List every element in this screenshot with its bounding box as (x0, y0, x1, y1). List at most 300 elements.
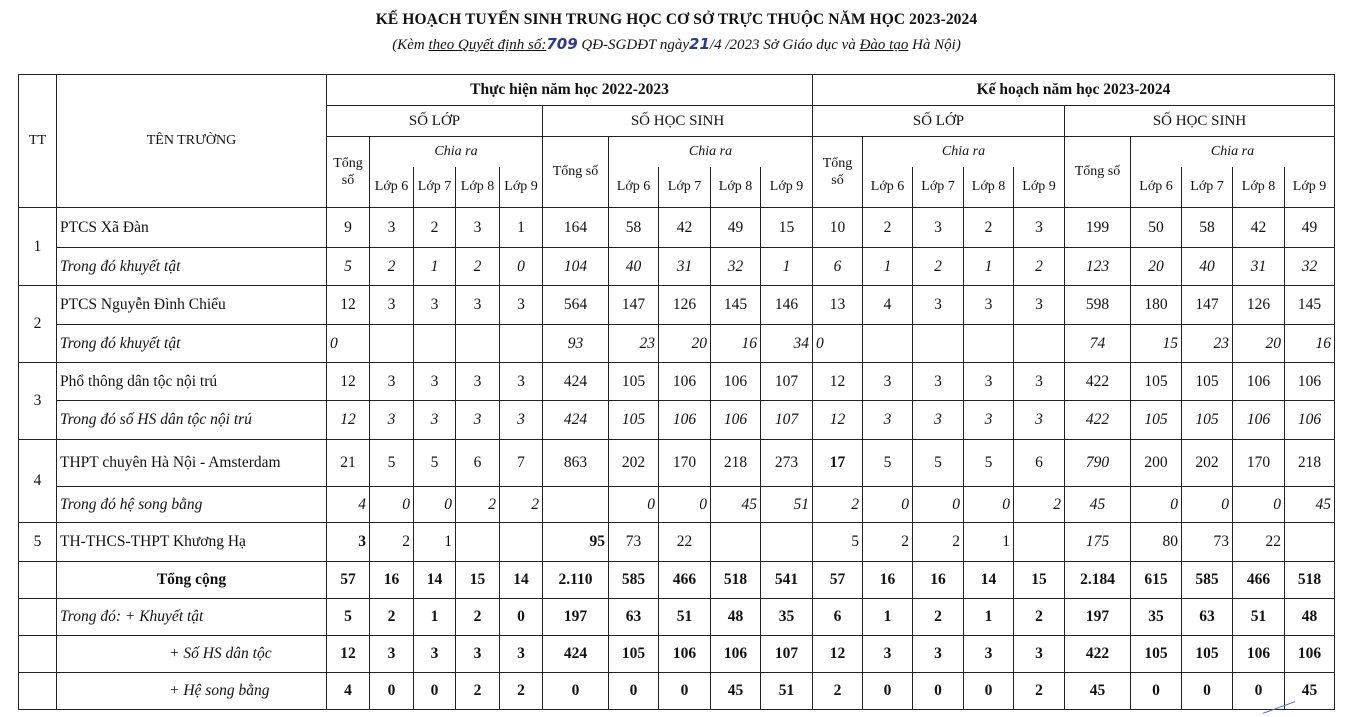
data-cell: 6 (456, 440, 500, 487)
data-cell: 3 (863, 401, 913, 440)
data-cell: 199 (1065, 208, 1131, 248)
row-number-empty (19, 636, 57, 673)
data-cell (543, 487, 609, 523)
data-cell: 2 (370, 523, 414, 562)
table-row (19, 562, 1335, 599)
subtitle-prefix: (Kèm (392, 37, 425, 53)
header-total-students-2022: Tổng số (543, 137, 609, 208)
data-cell: 1 (414, 523, 456, 562)
grade-header: Lớp 6 (1131, 167, 1182, 208)
table-row (19, 599, 1335, 636)
grade-header: Lớp 9 (500, 167, 543, 208)
data-cell: 73 (1182, 523, 1233, 562)
data-cell: 12 (327, 286, 370, 325)
header-split-classes-2022: Chia ra (370, 137, 543, 167)
data-cell (414, 325, 456, 363)
row-number: 2 (19, 286, 57, 363)
data-cell: 20 (659, 325, 711, 363)
row-number-empty (19, 599, 57, 636)
data-cell (456, 523, 500, 562)
data-cell: 12 (327, 363, 370, 401)
school-name: TH-THCS-THPT Khương Hạ (57, 523, 327, 562)
data-cell: 3 (964, 363, 1014, 401)
data-cell: 106 (659, 401, 711, 440)
data-cell: 3 (913, 636, 964, 673)
data-cell: 63 (609, 599, 659, 636)
data-cell: 3 (370, 636, 414, 673)
grade-header: Lớp 9 (1285, 167, 1335, 208)
data-cell: 180 (1131, 286, 1182, 325)
grade-header: Lớp 7 (659, 167, 711, 208)
data-cell: 14 (964, 562, 1014, 599)
data-cell: 218 (1285, 440, 1335, 487)
data-cell: 422 (1065, 363, 1131, 401)
data-cell: 3 (1014, 363, 1065, 401)
data-cell: 48 (1285, 599, 1335, 636)
data-cell: 107 (761, 636, 813, 673)
data-cell: 34 (761, 325, 813, 363)
data-cell: 0 (863, 487, 913, 523)
data-cell: 45 (1065, 487, 1131, 523)
data-cell: 3 (414, 636, 456, 673)
header-split-students-2022: Chia ra (609, 137, 813, 167)
data-cell: 0 (913, 673, 964, 710)
data-cell: 105 (1182, 363, 1233, 401)
data-cell: 541 (761, 562, 813, 599)
grade-header: Lớp 6 (370, 167, 414, 208)
grade-header: Lớp 6 (609, 167, 659, 208)
data-cell: 15 (1131, 325, 1182, 363)
data-cell: 3 (414, 363, 456, 401)
data-cell: 0 (964, 487, 1014, 523)
data-cell: 13 (813, 286, 863, 325)
data-cell: 35 (1131, 599, 1182, 636)
data-cell: 10 (813, 208, 863, 248)
data-cell: 2 (370, 599, 414, 636)
data-cell: 2 (500, 487, 543, 523)
data-cell: 104 (543, 248, 609, 286)
data-cell: 51 (659, 599, 711, 636)
table-row (19, 673, 1335, 710)
data-cell: 170 (659, 440, 711, 487)
school-name: Trong đó số HS dân tộc nội trú (57, 401, 327, 440)
data-cell: 3 (500, 636, 543, 673)
row-number: 3 (19, 363, 57, 440)
data-cell: 147 (609, 286, 659, 325)
data-cell: 74 (1065, 325, 1131, 363)
data-cell: 51 (761, 673, 813, 710)
data-cell: 145 (711, 286, 761, 325)
data-cell: 7 (500, 440, 543, 487)
data-cell: 1 (863, 599, 913, 636)
school-name: Trong đó hệ song bằng (57, 487, 327, 523)
row-number: 4 (19, 440, 57, 523)
data-cell: 2 (964, 208, 1014, 248)
data-cell: 106 (711, 636, 761, 673)
data-cell: 3 (964, 286, 1014, 325)
data-cell: 5 (327, 248, 370, 286)
data-cell: 106 (1233, 636, 1285, 673)
data-cell: 106 (1233, 363, 1285, 401)
grade-header: Lớp 8 (964, 167, 1014, 208)
data-cell: 2 (370, 248, 414, 286)
data-cell: 2 (913, 599, 964, 636)
data-cell (370, 325, 414, 363)
data-cell: 0 (913, 487, 964, 523)
data-cell: 2 (456, 487, 500, 523)
data-cell: 0 (500, 248, 543, 286)
data-cell: 1 (414, 248, 456, 286)
data-cell: 40 (1182, 248, 1233, 286)
data-cell: 615 (1131, 562, 1182, 599)
school-name: Trong đó khuyết tật (57, 248, 327, 286)
data-cell: 15 (1014, 562, 1065, 599)
enrollment-table (18, 74, 1335, 710)
data-cell: 15 (761, 208, 813, 248)
grade-header: Lớp 9 (1014, 167, 1065, 208)
data-cell: 105 (1182, 636, 1233, 673)
data-cell: 164 (543, 208, 609, 248)
data-cell: 126 (659, 286, 711, 325)
row-number: 5 (19, 523, 57, 562)
grade-header: Lớp 7 (414, 167, 456, 208)
data-cell: 0 (1131, 487, 1182, 523)
data-cell: 170 (1233, 440, 1285, 487)
document-title: KẾ HOẠCH TUYỂN SINH TRUNG HỌC CƠ SỞ TRỰC THUỘC NĂM HỌC 2023-2024 (375, 11, 978, 28)
data-cell: 45 (1065, 673, 1131, 710)
data-cell: 73 (609, 523, 659, 562)
data-cell: 0 (500, 599, 543, 636)
data-cell: 49 (1285, 208, 1335, 248)
data-cell (500, 325, 543, 363)
table-row (19, 286, 1335, 325)
subtitle-dept: Đào tạo (859, 37, 909, 53)
data-cell: 0 (1131, 673, 1182, 710)
data-cell: 105 (609, 401, 659, 440)
data-cell: 12 (813, 363, 863, 401)
data-cell: 3 (964, 401, 1014, 440)
data-cell: 3 (370, 208, 414, 248)
data-cell: 0 (659, 673, 711, 710)
data-cell: 12 (813, 636, 863, 673)
data-cell: 106 (1285, 401, 1335, 440)
data-cell: 20 (1233, 325, 1285, 363)
grade-header: Lớp 8 (1233, 167, 1285, 208)
data-cell: 22 (1233, 523, 1285, 562)
data-cell (711, 523, 761, 562)
data-cell: 3 (913, 208, 964, 248)
data-cell: 3 (1014, 286, 1065, 325)
data-cell: 14 (414, 562, 456, 599)
school-name: + Hệ song bằng (57, 673, 327, 710)
data-cell: 22 (659, 523, 711, 562)
data-cell: 3 (370, 286, 414, 325)
data-cell: 0 (813, 325, 863, 363)
data-cell: 3 (913, 401, 964, 440)
data-cell: 16 (913, 562, 964, 599)
data-cell: 5 (863, 440, 913, 487)
data-cell: 106 (659, 636, 711, 673)
data-cell: 63 (1182, 599, 1233, 636)
data-cell: 107 (761, 401, 813, 440)
data-cell: 585 (609, 562, 659, 599)
header-total-classes-2023: Tổng số (813, 137, 863, 208)
data-cell: 2 (813, 487, 863, 523)
data-cell: 145 (1285, 286, 1335, 325)
school-name: PTCS Nguyễn Đình Chiểu (57, 286, 327, 325)
data-cell: 105 (1131, 636, 1182, 673)
data-cell: 197 (1065, 599, 1131, 636)
data-cell: 5 (913, 440, 964, 487)
row-number: 1 (19, 208, 57, 286)
row-number-empty (19, 673, 57, 710)
table-row (19, 248, 1335, 286)
data-cell: 106 (711, 363, 761, 401)
header-students-2022: SỐ HỌC SINH (543, 106, 813, 137)
data-cell: 2 (456, 599, 500, 636)
school-name: Phổ thông dân tộc nội trú (57, 363, 327, 401)
grade-header: Lớp 7 (913, 167, 964, 208)
data-cell: 105 (1131, 401, 1182, 440)
data-cell: 32 (711, 248, 761, 286)
data-cell: 2 (863, 523, 913, 562)
data-cell: 6 (813, 248, 863, 286)
data-cell: 106 (1285, 636, 1335, 673)
decision-number: 709 (546, 35, 578, 53)
grade-header: Lớp 8 (711, 167, 761, 208)
data-cell: 790 (1065, 440, 1131, 487)
data-cell: 32 (1285, 248, 1335, 286)
data-cell (913, 325, 964, 363)
data-cell: 16 (1285, 325, 1335, 363)
data-cell: 45 (1285, 487, 1335, 523)
data-cell: 2.184 (1065, 562, 1131, 599)
data-cell: 1 (500, 208, 543, 248)
data-cell: 58 (609, 208, 659, 248)
school-name: THPT chuyên Hà Nội - Amsterdam (57, 440, 327, 487)
header-period-2022: Thực hiện năm học 2022-2023 (327, 75, 813, 106)
data-cell: 6 (813, 599, 863, 636)
school-name: PTCS Xã Đàn (57, 208, 327, 248)
data-cell: 202 (1182, 440, 1233, 487)
data-cell: 2 (414, 208, 456, 248)
subtitle-decision-label: theo Quyết định số: (428, 37, 547, 53)
data-cell: 57 (327, 562, 370, 599)
data-cell (1014, 523, 1065, 562)
subtitle-date: /4 /2023 Sở Giáo dục và (709, 37, 856, 53)
data-cell: 51 (761, 487, 813, 523)
data-cell: 424 (543, 401, 609, 440)
data-cell: 49 (711, 208, 761, 248)
data-cell: 95 (543, 523, 609, 562)
grade-header: Lớp 7 (1182, 167, 1233, 208)
data-cell: 202 (609, 440, 659, 487)
data-cell: 1 (964, 248, 1014, 286)
data-cell: 3 (414, 401, 456, 440)
data-cell: 3 (1014, 401, 1065, 440)
data-cell: 146 (761, 286, 813, 325)
data-cell: 16 (370, 562, 414, 599)
data-cell: 3 (964, 636, 1014, 673)
data-cell: 123 (1065, 248, 1131, 286)
data-cell: 0 (1182, 673, 1233, 710)
header-split-classes-2023: Chia ra (863, 137, 1065, 167)
decision-day: 21 (689, 35, 710, 53)
data-cell: 23 (1182, 325, 1233, 363)
data-cell: 4 (863, 286, 913, 325)
data-cell: 0 (609, 673, 659, 710)
header-classes-2023: SỐ LỚP (813, 106, 1065, 137)
data-cell: 598 (1065, 286, 1131, 325)
data-cell: 863 (543, 440, 609, 487)
school-name: + Số HS dân tộc (57, 636, 327, 673)
data-cell: 0 (370, 673, 414, 710)
data-cell: 2 (813, 673, 863, 710)
data-cell: 1 (414, 599, 456, 636)
data-cell: 105 (609, 636, 659, 673)
table-row (19, 208, 1335, 248)
data-cell: 422 (1065, 636, 1131, 673)
data-cell: 106 (1233, 401, 1285, 440)
data-cell: 2 (913, 248, 964, 286)
data-cell: 20 (1131, 248, 1182, 286)
header-total-classes-2022: Tổng số (327, 137, 370, 208)
data-cell: 0 (609, 487, 659, 523)
row-number-empty (19, 562, 57, 599)
data-cell (500, 523, 543, 562)
data-cell: 3 (913, 363, 964, 401)
data-cell: 31 (1233, 248, 1285, 286)
data-cell: 175 (1065, 523, 1131, 562)
grade-header: Lớp 8 (456, 167, 500, 208)
data-cell: 2 (1014, 487, 1065, 523)
data-cell: 564 (543, 286, 609, 325)
data-cell: 42 (1233, 208, 1285, 248)
data-cell: 147 (1182, 286, 1233, 325)
data-cell: 3 (1014, 208, 1065, 248)
data-cell: 466 (659, 562, 711, 599)
data-cell: 2 (456, 673, 500, 710)
table-row (19, 401, 1335, 440)
data-cell: 3 (370, 401, 414, 440)
table-row (19, 325, 1335, 363)
data-cell (964, 325, 1014, 363)
data-cell: 35 (761, 599, 813, 636)
data-cell: 0 (1182, 487, 1233, 523)
data-cell: 2 (1014, 599, 1065, 636)
data-cell: 6 (1014, 440, 1065, 487)
data-cell: 15 (456, 562, 500, 599)
data-cell: 4 (327, 487, 370, 523)
data-cell: 3 (500, 363, 543, 401)
data-cell (456, 325, 500, 363)
data-cell: 126 (1233, 286, 1285, 325)
data-cell: 2 (913, 523, 964, 562)
data-cell: 45 (711, 673, 761, 710)
data-cell: 2 (1014, 248, 1065, 286)
data-cell: 3 (456, 636, 500, 673)
data-cell: 57 (813, 562, 863, 599)
data-cell: 2 (1014, 673, 1065, 710)
data-cell: 80 (1131, 523, 1182, 562)
data-cell: 0 (1233, 673, 1285, 710)
data-cell: 3 (1014, 636, 1065, 673)
data-cell: 23 (609, 325, 659, 363)
data-cell: 218 (711, 440, 761, 487)
data-cell: 93 (543, 325, 609, 363)
data-cell: 466 (1233, 562, 1285, 599)
data-cell: 2 (500, 673, 543, 710)
data-cell: 12 (327, 401, 370, 440)
data-cell: 42 (659, 208, 711, 248)
data-cell: 1 (964, 599, 1014, 636)
data-cell (863, 325, 913, 363)
header-period-2023: Kế hoạch năm học 2023-2024 (813, 75, 1335, 106)
table-row (19, 523, 1335, 562)
data-cell: 3 (327, 523, 370, 562)
data-cell: 106 (1285, 363, 1335, 401)
data-cell: 105 (1131, 363, 1182, 401)
data-cell: 3 (456, 208, 500, 248)
data-cell: 0 (1233, 487, 1285, 523)
data-cell: 585 (1182, 562, 1233, 599)
data-cell: 2 (863, 208, 913, 248)
document-subtitle (0, 35, 1353, 54)
data-cell: 0 (543, 673, 609, 710)
data-cell: 3 (414, 286, 456, 325)
header-split-students-2023: Chia ra (1131, 137, 1335, 167)
subtitle-suffix: Hà Nội) (912, 37, 961, 53)
school-name: Trong đó khuyết tật (57, 325, 327, 363)
data-cell: 1 (761, 248, 813, 286)
data-cell: 273 (761, 440, 813, 487)
header-classes-2022: SỐ LỚP (327, 106, 543, 137)
data-cell: 0 (370, 487, 414, 523)
data-cell: 5 (813, 523, 863, 562)
data-cell: 4 (327, 673, 370, 710)
data-cell: 3 (456, 363, 500, 401)
data-cell: 197 (543, 599, 609, 636)
data-cell: 50 (1131, 208, 1182, 248)
data-cell: 5 (370, 440, 414, 487)
data-cell: 424 (543, 363, 609, 401)
data-cell: 3 (456, 401, 500, 440)
data-cell: 200 (1131, 440, 1182, 487)
header-tt: TT (19, 75, 57, 208)
data-cell: 518 (711, 562, 761, 599)
data-cell: 45 (711, 487, 761, 523)
school-name: Tổng cộng (57, 562, 327, 599)
table-row (19, 487, 1335, 523)
data-cell: 21 (327, 440, 370, 487)
data-cell: 2 (456, 248, 500, 286)
grade-header: Lớp 6 (863, 167, 913, 208)
data-cell: 0 (863, 673, 913, 710)
data-cell: 3 (500, 286, 543, 325)
data-cell: 12 (327, 636, 370, 673)
data-cell: 0 (327, 325, 370, 363)
data-cell: 48 (711, 599, 761, 636)
data-cell: 3 (500, 401, 543, 440)
data-cell: 0 (964, 673, 1014, 710)
data-cell: 3 (456, 286, 500, 325)
table-row (19, 440, 1335, 487)
data-cell: 0 (659, 487, 711, 523)
data-cell: 422 (1065, 401, 1131, 440)
data-cell: 105 (1182, 401, 1233, 440)
data-cell: 106 (711, 401, 761, 440)
data-cell: 16 (711, 325, 761, 363)
